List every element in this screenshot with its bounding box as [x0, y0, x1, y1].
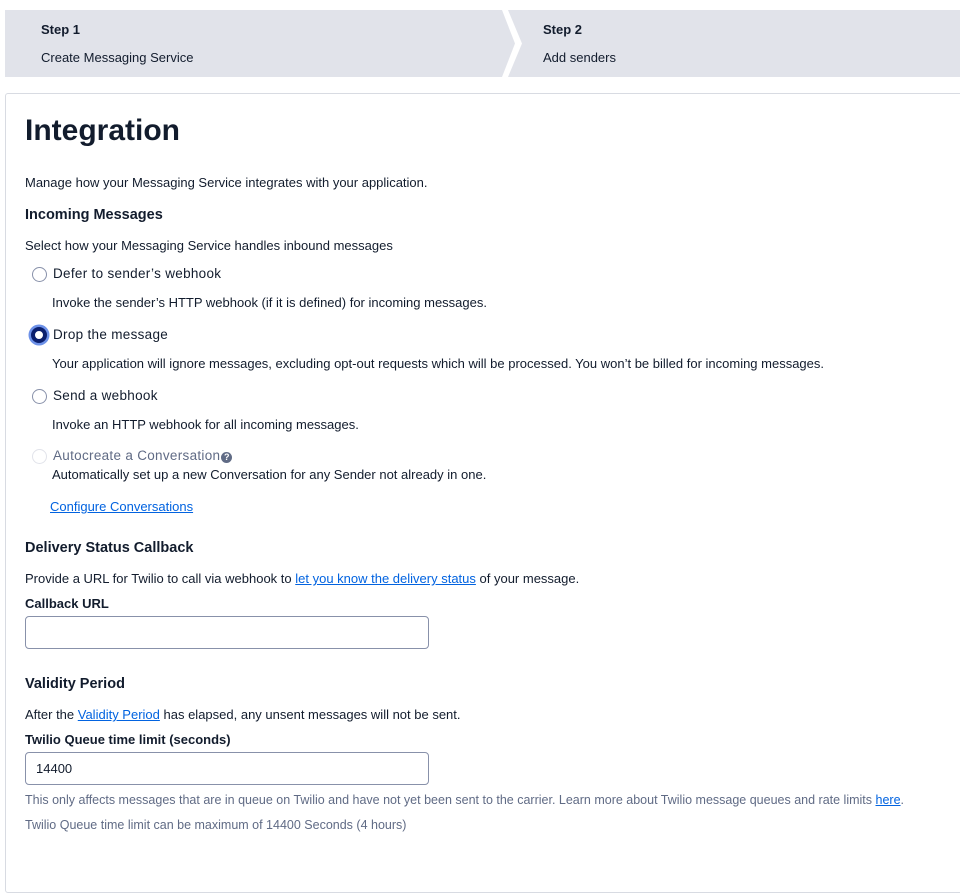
step-subtitle: Add senders	[543, 50, 616, 65]
text: This only affects messages that are in queue on Twilio and have not yet been sent to the carrier. Learn more about Twilio message queues and rate limits	[25, 793, 876, 807]
delivery-status-link[interactable]: let you know the delivery status	[295, 571, 476, 586]
callback-url-label: Callback URL	[25, 596, 109, 611]
help-icon[interactable]: ?	[221, 452, 232, 463]
page-title: Integration	[25, 114, 180, 147]
option-desc: Invoke an HTTP webhook for all incoming messages.	[52, 417, 359, 432]
radio-defer[interactable]	[32, 267, 47, 282]
validity-period-link[interactable]: Validity Period	[77, 707, 160, 722]
page-description: Manage how your Messaging Service integrates with your application.	[25, 175, 428, 190]
radio-drop[interactable]	[31, 327, 47, 343]
radio-label-text: Autocreate a Conversation	[53, 448, 221, 463]
validity-text	[25, 707, 461, 722]
radio-autocreate	[32, 449, 47, 464]
validity-heading: Validity Period	[25, 676, 125, 692]
option-desc: Your application will ignore messages, excluding opt-out requests which will be processed. You won’t be billed for incoming messages.	[52, 356, 825, 371]
configure-conversations-link[interactable]: Configure Conversations	[50, 499, 194, 514]
queue-help-text	[25, 793, 904, 807]
radio-label[interactable]: Drop the message	[53, 327, 169, 342]
incoming-heading: Incoming Messages	[25, 207, 163, 223]
radio-send-webhook[interactable]	[32, 389, 47, 404]
incoming-subtext: Select how your Messaging Service handles inbound messages	[25, 238, 393, 253]
queue-limit-input[interactable]	[25, 752, 429, 785]
callback-url-input[interactable]	[25, 616, 429, 649]
step-title: Step 1	[41, 22, 81, 37]
delivery-text	[25, 571, 579, 586]
radio-label[interactable]: Send a webhook	[53, 388, 158, 403]
stepper	[5, 10, 960, 77]
queue-max-text: Twilio Queue time limit can be maximum of 14400 Seconds (4 hours)	[25, 818, 407, 832]
option-desc: Automatically set up a new Conversation for any Sender not already in one.	[52, 467, 487, 482]
radio-label	[53, 448, 232, 463]
text: .	[900, 793, 905, 807]
step-2[interactable]	[525, 10, 960, 77]
text: After the	[25, 707, 78, 722]
chevron-divider-icon	[502, 10, 524, 77]
text: of your message.	[475, 571, 580, 586]
delivery-heading: Delivery Status Callback	[25, 540, 194, 556]
radio-label[interactable]: Defer to sender’s webhook	[53, 266, 222, 281]
text: Provide a URL for Twilio to call via webhook to	[25, 571, 296, 586]
rate-limits-link[interactable]: here	[875, 793, 901, 807]
step-1[interactable]	[5, 10, 500, 77]
step-subtitle: Create Messaging Service	[41, 50, 194, 65]
step-title: Step 2	[543, 22, 583, 37]
text: has elapsed, any unsent messages will not be sent.	[159, 707, 461, 722]
option-desc: Invoke the sender’s HTTP webhook (if it is defined) for incoming messages.	[52, 295, 487, 310]
queue-limit-label: Twilio Queue time limit (seconds)	[25, 732, 231, 747]
